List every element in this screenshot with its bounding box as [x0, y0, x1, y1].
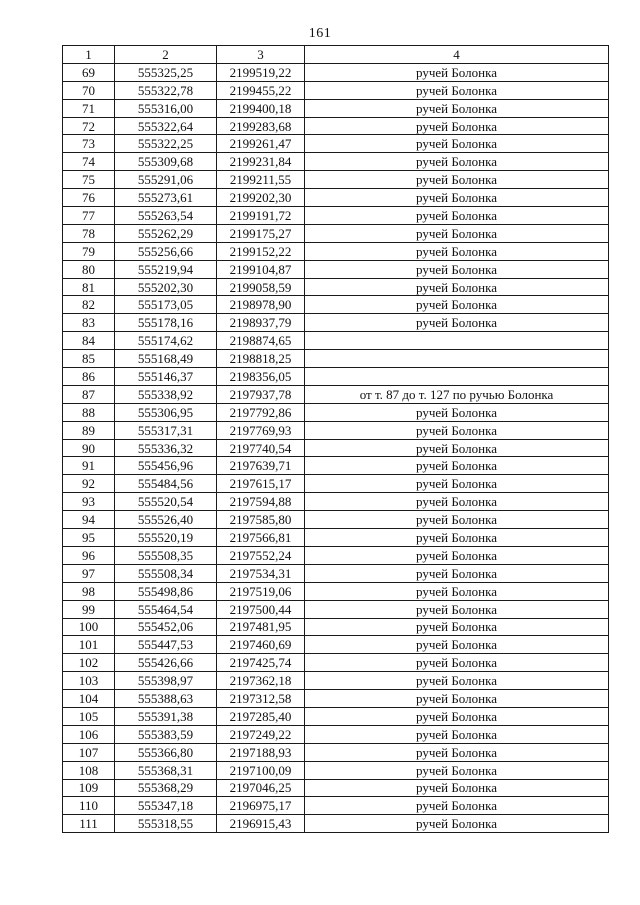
- description-cell: ручей Болонка: [305, 707, 609, 725]
- point-number-cell: 76: [63, 189, 115, 207]
- y-coordinate-cell: 2199058,59: [217, 278, 305, 296]
- y-coordinate-cell: 2197566,81: [217, 529, 305, 547]
- x-coordinate-cell: 555146,37: [115, 368, 217, 386]
- x-coordinate-cell: 555322,64: [115, 117, 217, 135]
- description-cell: ручей Болонка: [305, 690, 609, 708]
- description-cell: ручей Болонка: [305, 439, 609, 457]
- x-coordinate-cell: 555168,49: [115, 350, 217, 368]
- y-coordinate-cell: 2198818,25: [217, 350, 305, 368]
- table-body: [63, 63, 609, 832]
- table-row: [63, 493, 609, 511]
- point-number-cell: 98: [63, 582, 115, 600]
- description-cell: [305, 332, 609, 350]
- x-coordinate-cell: 555219,94: [115, 260, 217, 278]
- point-number-cell: 85: [63, 350, 115, 368]
- table-row: [63, 368, 609, 386]
- y-coordinate-cell: 2199191,72: [217, 207, 305, 225]
- table-row: [63, 439, 609, 457]
- x-coordinate-cell: 555318,55: [115, 815, 217, 833]
- point-number-cell: 72: [63, 117, 115, 135]
- point-number-cell: 101: [63, 636, 115, 654]
- table-row: [63, 260, 609, 278]
- description-cell: ручей Болонка: [305, 242, 609, 260]
- x-coordinate-cell: 555520,19: [115, 529, 217, 547]
- y-coordinate-cell: 2197534,31: [217, 564, 305, 582]
- description-cell: ручей Болонка: [305, 725, 609, 743]
- x-coordinate-cell: 555173,05: [115, 296, 217, 314]
- point-number-cell: 83: [63, 314, 115, 332]
- y-coordinate-cell: 2197594,88: [217, 493, 305, 511]
- table-row: [63, 63, 609, 81]
- coordinates-table: [62, 45, 609, 833]
- y-coordinate-cell: 2197312,58: [217, 690, 305, 708]
- description-cell: ручей Болонка: [305, 63, 609, 81]
- table-row: [63, 725, 609, 743]
- description-cell: ручей Болонка: [305, 99, 609, 117]
- point-number-cell: 88: [63, 403, 115, 421]
- table-row: [63, 815, 609, 833]
- x-coordinate-cell: 555508,35: [115, 546, 217, 564]
- y-coordinate-cell: 2197552,24: [217, 546, 305, 564]
- point-number-cell: 89: [63, 421, 115, 439]
- point-number-cell: 100: [63, 618, 115, 636]
- y-coordinate-cell: 2197615,17: [217, 475, 305, 493]
- x-coordinate-cell: 555317,31: [115, 421, 217, 439]
- x-coordinate-cell: 555306,95: [115, 403, 217, 421]
- description-cell: ручей Болонка: [305, 135, 609, 153]
- point-number-cell: 82: [63, 296, 115, 314]
- y-coordinate-cell: 2197362,18: [217, 672, 305, 690]
- description-cell: ручей Болонка: [305, 260, 609, 278]
- description-cell: ручей Болонка: [305, 529, 609, 547]
- table-row: [63, 636, 609, 654]
- x-coordinate-cell: 555263,54: [115, 207, 217, 225]
- x-coordinate-cell: 555338,92: [115, 385, 217, 403]
- description-cell: ручей Болонка: [305, 296, 609, 314]
- point-number-cell: 71: [63, 99, 115, 117]
- x-coordinate-cell: 555273,61: [115, 189, 217, 207]
- y-coordinate-cell: 2199175,27: [217, 224, 305, 242]
- table-row: [63, 314, 609, 332]
- description-cell: ручей Болонка: [305, 654, 609, 672]
- x-coordinate-cell: 555347,18: [115, 797, 217, 815]
- description-cell: ручей Болонка: [305, 743, 609, 761]
- y-coordinate-cell: 2197046,25: [217, 779, 305, 797]
- y-coordinate-cell: 2199519,22: [217, 63, 305, 81]
- description-cell: ручей Болонка: [305, 171, 609, 189]
- column-header-x: 2: [115, 46, 217, 64]
- description-cell: ручей Болонка: [305, 207, 609, 225]
- y-coordinate-cell: 2197481,95: [217, 618, 305, 636]
- point-number-cell: 81: [63, 278, 115, 296]
- x-coordinate-cell: 555262,29: [115, 224, 217, 242]
- description-cell: ручей Болонка: [305, 546, 609, 564]
- table-row: [63, 779, 609, 797]
- table-row: [63, 546, 609, 564]
- x-coordinate-cell: 555322,25: [115, 135, 217, 153]
- description-cell: ручей Болонка: [305, 189, 609, 207]
- y-coordinate-cell: 2197585,80: [217, 511, 305, 529]
- point-number-cell: 93: [63, 493, 115, 511]
- description-cell: ручей Болонка: [305, 582, 609, 600]
- table-row: [63, 618, 609, 636]
- description-cell: ручей Болонка: [305, 224, 609, 242]
- page-number: 161: [308, 26, 332, 41]
- description-cell: ручей Болонка: [305, 117, 609, 135]
- point-number-cell: 108: [63, 761, 115, 779]
- column-header-y: 3: [217, 46, 305, 64]
- description-cell: ручей Болонка: [305, 511, 609, 529]
- y-coordinate-cell: 2199455,22: [217, 81, 305, 99]
- point-number-cell: 106: [63, 725, 115, 743]
- point-number-cell: 73: [63, 135, 115, 153]
- point-number-cell: 109: [63, 779, 115, 797]
- point-number-cell: 111: [63, 815, 115, 833]
- description-cell: ручей Болонка: [305, 278, 609, 296]
- y-coordinate-cell: 2196915,43: [217, 815, 305, 833]
- table-row: [63, 332, 609, 350]
- point-number-cell: 110: [63, 797, 115, 815]
- point-number-cell: 75: [63, 171, 115, 189]
- table-row: [63, 761, 609, 779]
- y-coordinate-cell: 2199202,30: [217, 189, 305, 207]
- y-coordinate-cell: 2199211,55: [217, 171, 305, 189]
- point-number-cell: 84: [63, 332, 115, 350]
- y-coordinate-cell: 2197249,22: [217, 725, 305, 743]
- point-number-cell: 105: [63, 707, 115, 725]
- x-coordinate-cell: 555456,96: [115, 457, 217, 475]
- description-cell: ручей Болонка: [305, 600, 609, 618]
- table-row: [63, 350, 609, 368]
- x-coordinate-cell: 555316,00: [115, 99, 217, 117]
- y-coordinate-cell: 2197285,40: [217, 707, 305, 725]
- point-number-cell: 80: [63, 260, 115, 278]
- table-header-row: [63, 46, 609, 64]
- x-coordinate-cell: 555484,56: [115, 475, 217, 493]
- table-row: [63, 475, 609, 493]
- x-coordinate-cell: 555526,40: [115, 511, 217, 529]
- point-number-cell: 86: [63, 368, 115, 386]
- table-row: [63, 189, 609, 207]
- y-coordinate-cell: 2197519,06: [217, 582, 305, 600]
- x-coordinate-cell: 555368,31: [115, 761, 217, 779]
- description-cell: [305, 368, 609, 386]
- y-coordinate-cell: 2199231,84: [217, 153, 305, 171]
- description-cell: ручей Болонка: [305, 81, 609, 99]
- x-coordinate-cell: 555322,78: [115, 81, 217, 99]
- table-row: [63, 743, 609, 761]
- table-row: [63, 135, 609, 153]
- table-row: [63, 582, 609, 600]
- description-cell: ручей Болонка: [305, 779, 609, 797]
- table-row: [63, 171, 609, 189]
- table-row: [63, 296, 609, 314]
- description-cell: ручей Болонка: [305, 761, 609, 779]
- y-coordinate-cell: 2197937,78: [217, 385, 305, 403]
- table-row: [63, 690, 609, 708]
- x-coordinate-cell: 555178,16: [115, 314, 217, 332]
- description-cell: ручей Болонка: [305, 475, 609, 493]
- y-coordinate-cell: 2199400,18: [217, 99, 305, 117]
- description-cell: ручей Болонка: [305, 564, 609, 582]
- point-number-cell: 90: [63, 439, 115, 457]
- point-number-cell: 107: [63, 743, 115, 761]
- description-cell: ручей Болонка: [305, 493, 609, 511]
- point-number-cell: 102: [63, 654, 115, 672]
- x-coordinate-cell: 555291,06: [115, 171, 217, 189]
- description-cell: от т. 87 до т. 127 по ручью Болонка: [305, 385, 609, 403]
- point-number-cell: 99: [63, 600, 115, 618]
- point-number-cell: 97: [63, 564, 115, 582]
- table-row: [63, 207, 609, 225]
- description-cell: ручей Болонка: [305, 618, 609, 636]
- table-row: [63, 99, 609, 117]
- table-row: [63, 117, 609, 135]
- table-row: [63, 403, 609, 421]
- point-number-cell: 69: [63, 63, 115, 81]
- y-coordinate-cell: 2198937,79: [217, 314, 305, 332]
- y-coordinate-cell: 2198978,90: [217, 296, 305, 314]
- point-number-cell: 94: [63, 511, 115, 529]
- table-row: [63, 457, 609, 475]
- y-coordinate-cell: 2197769,93: [217, 421, 305, 439]
- x-coordinate-cell: 555368,29: [115, 779, 217, 797]
- x-coordinate-cell: 555426,66: [115, 654, 217, 672]
- x-coordinate-cell: 555391,38: [115, 707, 217, 725]
- y-coordinate-cell: 2198356,05: [217, 368, 305, 386]
- table-row: [63, 654, 609, 672]
- table-row: [63, 564, 609, 582]
- x-coordinate-cell: 555398,97: [115, 672, 217, 690]
- description-cell: ручей Болонка: [305, 797, 609, 815]
- description-cell: ручей Болонка: [305, 153, 609, 171]
- table-row: [63, 421, 609, 439]
- description-cell: ручей Болонка: [305, 457, 609, 475]
- y-coordinate-cell: 2197740,54: [217, 439, 305, 457]
- y-coordinate-cell: 2197100,09: [217, 761, 305, 779]
- table-row: [63, 511, 609, 529]
- y-coordinate-cell: 2199283,68: [217, 117, 305, 135]
- table-row: [63, 797, 609, 815]
- point-number-cell: 77: [63, 207, 115, 225]
- x-coordinate-cell: 555256,66: [115, 242, 217, 260]
- y-coordinate-cell: 2197792,86: [217, 403, 305, 421]
- point-number-cell: 95: [63, 529, 115, 547]
- x-coordinate-cell: 555174,62: [115, 332, 217, 350]
- table-row: [63, 385, 609, 403]
- y-coordinate-cell: 2198874,65: [217, 332, 305, 350]
- point-number-cell: 92: [63, 475, 115, 493]
- y-coordinate-cell: 2197425,74: [217, 654, 305, 672]
- point-number-cell: 103: [63, 672, 115, 690]
- table-row: [63, 672, 609, 690]
- column-header-description: 4: [305, 46, 609, 64]
- point-number-cell: 70: [63, 81, 115, 99]
- point-number-cell: 96: [63, 546, 115, 564]
- point-number-cell: 79: [63, 242, 115, 260]
- description-cell: ручей Болонка: [305, 403, 609, 421]
- x-coordinate-cell: 555520,54: [115, 493, 217, 511]
- y-coordinate-cell: 2197500,44: [217, 600, 305, 618]
- x-coordinate-cell: 555452,06: [115, 618, 217, 636]
- x-coordinate-cell: 555325,25: [115, 63, 217, 81]
- table-row: [63, 242, 609, 260]
- y-coordinate-cell: 2199152,22: [217, 242, 305, 260]
- y-coordinate-cell: 2197639,71: [217, 457, 305, 475]
- x-coordinate-cell: 555366,80: [115, 743, 217, 761]
- table-row: [63, 224, 609, 242]
- point-number-cell: 87: [63, 385, 115, 403]
- y-coordinate-cell: 2196975,17: [217, 797, 305, 815]
- x-coordinate-cell: 555447,53: [115, 636, 217, 654]
- description-cell: [305, 350, 609, 368]
- x-coordinate-cell: 555498,86: [115, 582, 217, 600]
- table-row: [63, 81, 609, 99]
- x-coordinate-cell: 555202,30: [115, 278, 217, 296]
- point-number-cell: 74: [63, 153, 115, 171]
- y-coordinate-cell: 2197188,93: [217, 743, 305, 761]
- point-number-cell: 91: [63, 457, 115, 475]
- point-number-cell: 78: [63, 224, 115, 242]
- x-coordinate-cell: 555508,34: [115, 564, 217, 582]
- description-cell: ручей Болонка: [305, 672, 609, 690]
- y-coordinate-cell: 2199261,47: [217, 135, 305, 153]
- table-row: [63, 600, 609, 618]
- x-coordinate-cell: 555309,68: [115, 153, 217, 171]
- x-coordinate-cell: 555383,59: [115, 725, 217, 743]
- description-cell: ручей Болонка: [305, 314, 609, 332]
- point-number-cell: 104: [63, 690, 115, 708]
- y-coordinate-cell: 2197460,69: [217, 636, 305, 654]
- table-row: [63, 529, 609, 547]
- description-cell: ручей Болонка: [305, 815, 609, 833]
- description-cell: ручей Болонка: [305, 421, 609, 439]
- description-cell: ручей Болонка: [305, 636, 609, 654]
- table-row: [63, 278, 609, 296]
- x-coordinate-cell: 555336,32: [115, 439, 217, 457]
- x-coordinate-cell: 555464,54: [115, 600, 217, 618]
- table-row: [63, 153, 609, 171]
- y-coordinate-cell: 2199104,87: [217, 260, 305, 278]
- table-row: [63, 707, 609, 725]
- column-header-number: 1: [63, 46, 115, 64]
- x-coordinate-cell: 555388,63: [115, 690, 217, 708]
